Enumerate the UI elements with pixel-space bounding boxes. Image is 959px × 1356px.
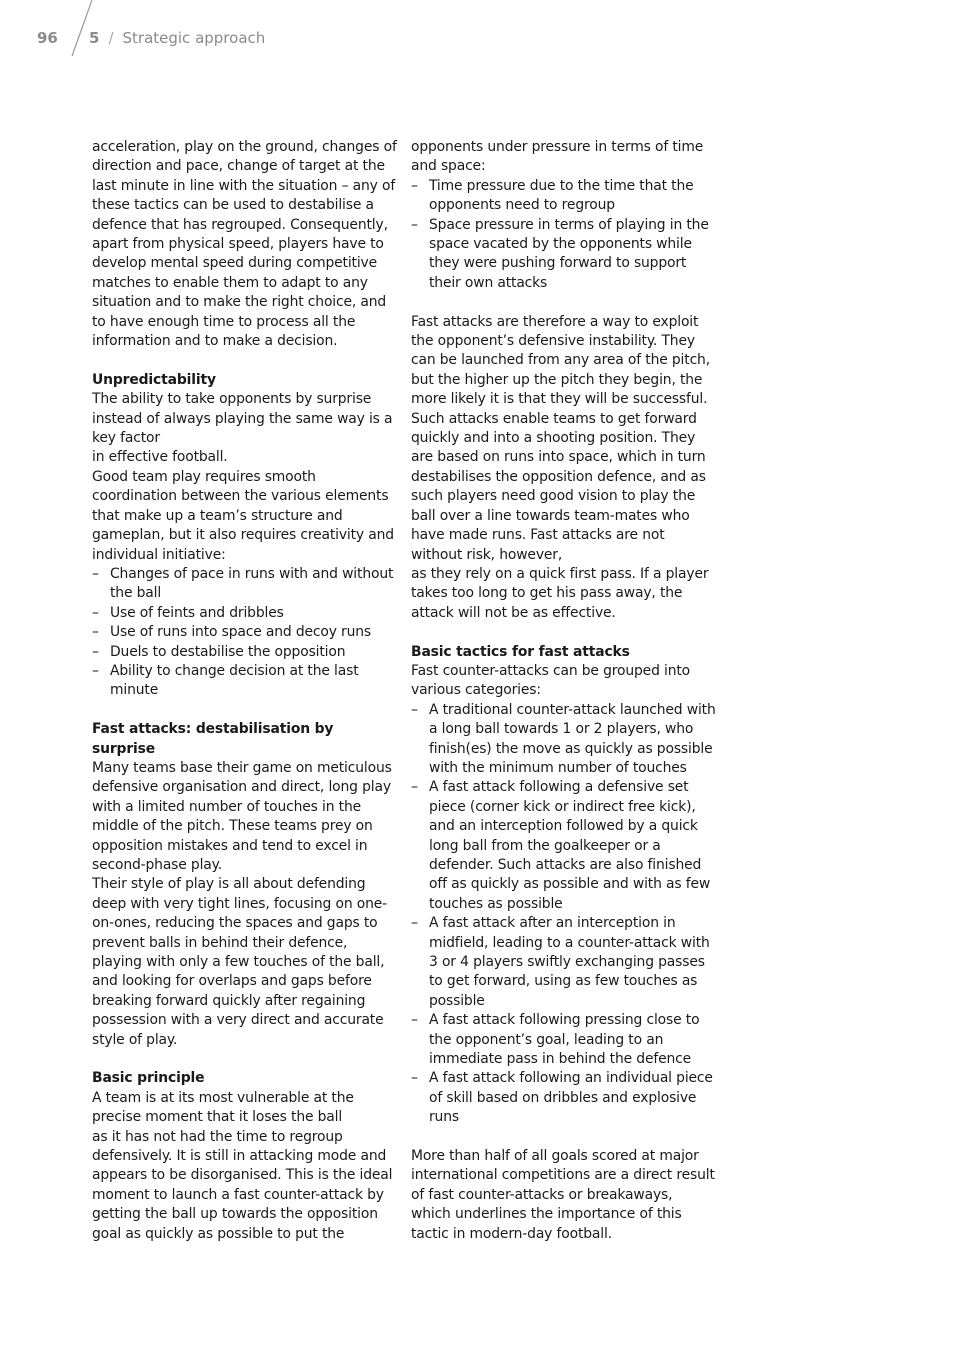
left-paragraph-6b: as it has not had the time to regroup defensively. It is still in attacking mode and appears to be disorganised. This is the ideal moment to launch a fast counter-attack by getting the ball up towards the opposition goal as quickly as possible to put the bbox=[92, 1128, 393, 1242]
heading-fast-attacks: Fast attacks: destabilisation by surprise bbox=[92, 721, 334, 757]
left-column bbox=[92, 138, 397, 1244]
left-paragraph-4: Many teams base their game on meticulous defensive organisation and direct, long play with a limited number of touches in the middle of the pitch. These teams prey on opposition mistakes and tend to excel in second-phase play. bbox=[92, 759, 392, 873]
right-paragraph-3: Fast counter-attacks can be grouped into various categories: bbox=[411, 662, 691, 699]
tactics-list bbox=[411, 701, 716, 1128]
heading-basic-principle: Basic principle bbox=[92, 1070, 205, 1087]
list-item: – Changes of pace in runs with and without the ball bbox=[92, 565, 397, 604]
chapter-separator: / bbox=[108, 29, 114, 47]
chapter-title: Strategic approach bbox=[122, 29, 266, 47]
chapter-number: 5 bbox=[89, 29, 100, 47]
list-item: – A fast attack following a defensive set piece (corner kick or indirect free kick), and an interception followed by a quick long ball from the goalkeeper or a defender. Such attacks are also finished off as quickly as possible and with as few touches as possible bbox=[411, 778, 716, 914]
left-paragraph-2b: in effective football. bbox=[92, 449, 228, 466]
pressure-list bbox=[411, 177, 716, 293]
list-item: – Use of runs into space and decoy runs bbox=[92, 623, 397, 642]
list-item: – Ability to change decision at the last minute bbox=[92, 662, 397, 701]
list-item: – Space pressure in terms of playing in the space vacated by the opponents while they were pushing forward to support their own attacks bbox=[411, 216, 716, 294]
list-item: – Time pressure due to the time that the opponents need to regroup bbox=[411, 177, 716, 216]
left-paragraph-1: acceleration, play on the ground, changes of direction and pace, change of target at the last minute in line with the situation – any of these tactics can be used to destabilise a defence that has regrouped. Consequently, apart from physical speed, players have to develop mental speed during competitive matches to enable them to adapt to any situation and to make the right choice, and to have enough time to process all the information and to make a decision. bbox=[92, 139, 397, 350]
left-paragraph-2a: The ability to take opponents by surprise instead of always playing the same way is a key factor bbox=[92, 391, 393, 447]
list-item: – Duels to destabilise the opposition bbox=[92, 643, 397, 662]
heading-unpredictability: Unpredictability bbox=[92, 371, 216, 388]
right-paragraph-2b: as they rely on a quick first pass. If a player takes too long to get his pass away, the attack will not be as effective. bbox=[411, 565, 709, 621]
list-item: – A fast attack after an interception in midfield, leading to a counter-attack with 3 or 4 players swiftly exchanging passes to get forward, using as few touches as possible bbox=[411, 914, 716, 1011]
right-paragraph-1: opponents under pressure in terms of time and space: bbox=[411, 139, 704, 175]
page-number: 96 bbox=[37, 29, 58, 47]
left-paragraph-6a: A team is at its most vulnerable at the precise moment that it loses the ball bbox=[92, 1089, 354, 1126]
page-header bbox=[0, 0, 959, 60]
right-paragraph-4: More than half of all goals scored at major international competitions are a direct result of fast counter-attacks or breakaways, which underlines the importance of this tactic in modern-day football. bbox=[411, 1148, 715, 1242]
list-item: – A fast attack following pressing close to the opponent’s goal, leading to an immediate pass in behind the defence bbox=[411, 1011, 716, 1069]
left-paragraph-5: Their style of play is all about defending deep with very tight lines, focusing on one-on-ones, reducing the spaces and gaps to prevent balls in behind their defence, playing with only a few touches of the ball, and looking for overlaps and gaps before breaking forward quickly after regaining possession with a very direct and accurate style of play. bbox=[92, 876, 388, 1048]
chapter-heading bbox=[89, 29, 265, 47]
heading-basic-tactics: Basic tactics for fast attacks bbox=[411, 643, 630, 660]
right-column bbox=[411, 138, 716, 1244]
list-item: – A fast attack following an individual piece of skill based on dribbles and explosive runs bbox=[411, 1069, 716, 1127]
right-paragraph-2a: Fast attacks are therefore a way to exploit the opponent’s defensive instability. They can be launched from any area of the pitch, but the higher up the pitch they begin, the more likely it is that they will be successful. Such attacks enable teams to get forward quickly and into a shooting position. They are based on runs into space, which in turn destabilises the opposition defence, and as such players need good vision to play the ball over a line towards team-mates who have made runs. Fast attacks are not without risk, however, bbox=[411, 313, 710, 563]
list-item: – Use of feints and dribbles bbox=[92, 604, 397, 623]
unpredictability-list bbox=[92, 565, 397, 701]
left-paragraph-3: Good team play requires smooth coordination between the various elements that make up a team’s structure and gameplan, but it also requires creativity and individual initiative: bbox=[92, 468, 394, 563]
list-item: – A traditional counter-attack launched with a long ball towards 1 or 2 players, who finish(es) the move as quickly as possible with the minimum number of touches bbox=[411, 701, 716, 779]
